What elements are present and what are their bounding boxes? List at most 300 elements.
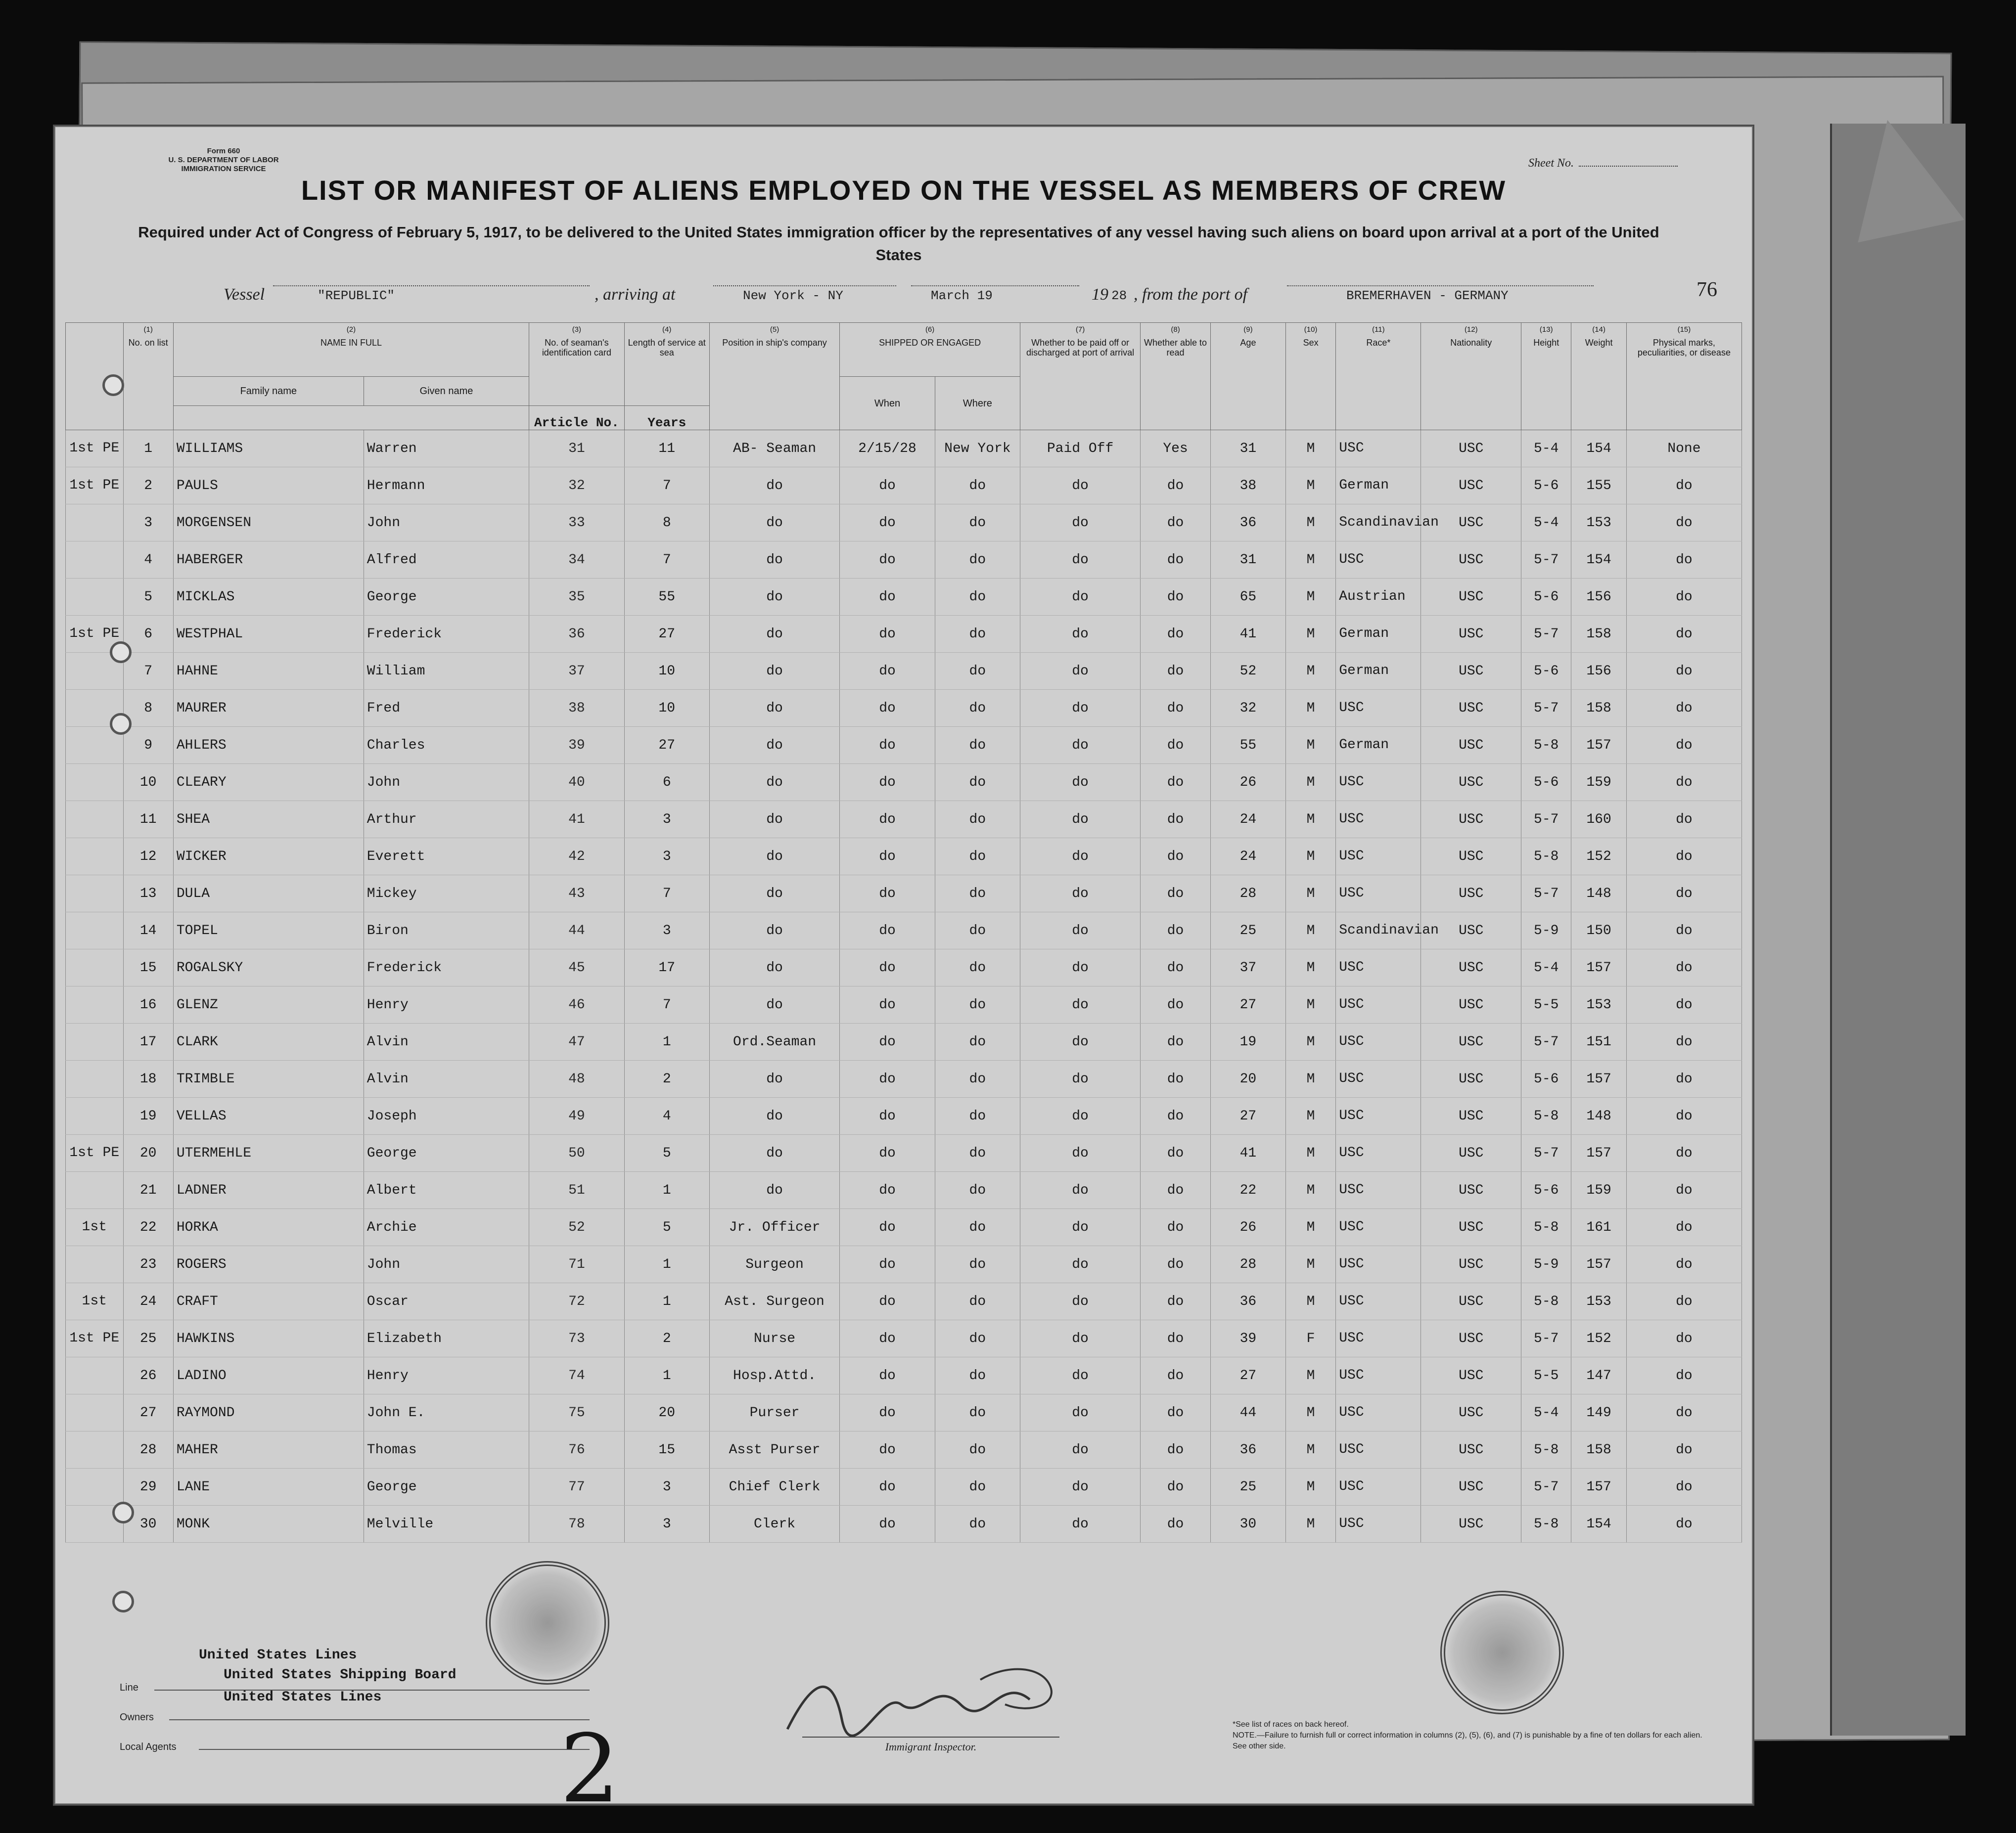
margin-note: 1st PE	[66, 467, 124, 504]
position: do	[709, 616, 839, 653]
height: 5-8	[1521, 1431, 1571, 1469]
article-no-label: Article No.	[529, 406, 624, 430]
race: USC	[1336, 1394, 1421, 1431]
position: do	[709, 1098, 839, 1135]
shipped-when: do	[840, 1209, 935, 1246]
sex: M	[1285, 912, 1335, 949]
years-at-sea: 1	[624, 1357, 709, 1394]
inspector-signature	[773, 1660, 1079, 1744]
family-name: UTERMEHLE	[173, 1135, 364, 1172]
margin-note	[66, 875, 124, 912]
able-to-read: do	[1141, 1283, 1211, 1320]
page-subtitle: Required under Act of Congress of February 5, 1917, to be delivered to the United States immigration officer by the representatives of any vessel having such aliens on board upon arrival at a port of the United States	[138, 224, 1659, 264]
shipped-where: do	[935, 579, 1020, 616]
card-number: 39	[529, 727, 624, 764]
line-value-1: United States Lines	[199, 1648, 357, 1663]
height: 5-6	[1521, 467, 1571, 504]
sex: F	[1285, 1320, 1335, 1357]
given-name: Biron	[364, 912, 529, 949]
sex: M	[1285, 801, 1335, 838]
table-row	[66, 690, 1742, 727]
paid-off: do	[1020, 1246, 1140, 1283]
given-name: Frederick	[364, 949, 529, 986]
crew-table	[65, 322, 1742, 1543]
table-row	[66, 1394, 1742, 1431]
table-row	[66, 579, 1742, 616]
years-at-sea: 17	[624, 949, 709, 986]
position: Purser	[709, 1394, 839, 1431]
nationality: USC	[1421, 504, 1521, 541]
family-name: CRAFT	[173, 1283, 364, 1320]
physical-marks: do	[1626, 1246, 1741, 1283]
position: do	[709, 653, 839, 690]
years-at-sea: 1	[624, 1246, 709, 1283]
age: 36	[1210, 1283, 1285, 1320]
sex: M	[1285, 653, 1335, 690]
table-row	[66, 1357, 1742, 1394]
height: 5-8	[1521, 1283, 1571, 1320]
sex: M	[1285, 764, 1335, 801]
physical-marks: do	[1626, 504, 1741, 541]
physical-marks: do	[1626, 1469, 1741, 1506]
height: 5-6	[1521, 764, 1571, 801]
sex: M	[1285, 1172, 1335, 1209]
position: do	[709, 838, 839, 875]
card-number: 35	[529, 579, 624, 616]
given-name: Joseph	[364, 1098, 529, 1135]
card-number: 33	[529, 504, 624, 541]
given-name: George	[364, 579, 529, 616]
col-weight-header: (14) Weight	[1571, 323, 1626, 430]
family-name: WICKER	[173, 838, 364, 875]
position: do	[709, 875, 839, 912]
position: do	[709, 1172, 839, 1209]
margin-note: 1st	[66, 1283, 124, 1320]
nationality: USC	[1421, 467, 1521, 504]
table-row	[66, 1431, 1742, 1469]
given-name: Oscar	[364, 1283, 529, 1320]
physical-marks: do	[1626, 727, 1741, 764]
shipped-when: do	[840, 579, 935, 616]
years-at-sea: 3	[624, 912, 709, 949]
shipped-when: do	[840, 1394, 935, 1431]
race: USC	[1336, 430, 1421, 467]
shipped-where: do	[935, 1394, 1020, 1431]
position: do	[709, 801, 839, 838]
col-age-header: (9) Age	[1210, 323, 1285, 430]
given-name: Henry	[364, 1357, 529, 1394]
table-row	[66, 467, 1742, 504]
shipped-where: do	[935, 801, 1020, 838]
table-row	[66, 1283, 1742, 1320]
card-number: 42	[529, 838, 624, 875]
family-name: RAYMOND	[173, 1394, 364, 1431]
margin-note: 1st PE	[66, 1135, 124, 1172]
paid-off: do	[1020, 541, 1140, 579]
given-name: John E.	[364, 1394, 529, 1431]
row-number: 24	[123, 1283, 173, 1320]
card-number: 38	[529, 690, 624, 727]
physical-marks: do	[1626, 986, 1741, 1024]
able-to-read: do	[1141, 504, 1211, 541]
shipped-where: do	[935, 1431, 1020, 1469]
footnote-races: *See list of races on back hereof.	[1233, 1720, 1349, 1729]
age: 44	[1210, 1394, 1285, 1431]
weight: 154	[1571, 430, 1626, 467]
age: 24	[1210, 801, 1285, 838]
position: Hosp.Attd.	[709, 1357, 839, 1394]
row-number: 4	[123, 541, 173, 579]
physical-marks: do	[1626, 616, 1741, 653]
years-at-sea: 6	[624, 764, 709, 801]
shipped-where: do	[935, 1246, 1020, 1283]
row-number: 9	[123, 727, 173, 764]
row-number: 11	[123, 801, 173, 838]
col-name-header: (2) NAME IN FULL	[173, 323, 529, 377]
col-shipped-header: (6) SHIPPED OR ENGAGED	[840, 323, 1020, 377]
shipped-when: do	[840, 949, 935, 986]
physical-marks: do	[1626, 1320, 1741, 1357]
physical-marks: do	[1626, 1431, 1741, 1469]
race: USC	[1336, 1469, 1421, 1506]
sex: M	[1285, 1431, 1335, 1469]
position: do	[709, 1061, 839, 1098]
shipped-when: do	[840, 912, 935, 949]
card-number: 36	[529, 616, 624, 653]
paid-off: do	[1020, 616, 1140, 653]
race: USC	[1336, 801, 1421, 838]
height: 5-4	[1521, 430, 1571, 467]
nationality: USC	[1421, 1431, 1521, 1469]
race: USC	[1336, 1209, 1421, 1246]
race: Scandinavian	[1336, 504, 1421, 541]
shipped-where: do	[935, 764, 1020, 801]
family-name: MONK	[173, 1506, 364, 1543]
able-to-read: do	[1141, 653, 1211, 690]
margin-note	[66, 1024, 124, 1061]
given-name: John	[364, 764, 529, 801]
given-name: Warren	[364, 430, 529, 467]
family-name: MORGENSEN	[173, 504, 364, 541]
col-race-header: (11) Race*	[1336, 323, 1421, 430]
position: do	[709, 1135, 839, 1172]
shipped-where: do	[935, 1469, 1020, 1506]
position: do	[709, 541, 839, 579]
arrival-date: March 19	[931, 288, 993, 303]
age: 20	[1210, 1061, 1285, 1098]
weight: 158	[1571, 1431, 1626, 1469]
col-card-header: (3) No. of seaman's identification card	[529, 323, 624, 406]
adjacent-card	[1830, 124, 1966, 1736]
position: Asst Purser	[709, 1431, 839, 1469]
nationality: USC	[1421, 616, 1521, 653]
shipped-where: do	[935, 1135, 1020, 1172]
years-at-sea: 4	[624, 1098, 709, 1135]
shipped-where: do	[935, 875, 1020, 912]
card-number: 78	[529, 1506, 624, 1543]
shipped-when: do	[840, 1246, 935, 1283]
page-title: LIST OR MANIFEST OF ALIENS EMPLOYED ON THE VESSEL AS MEMBERS OF CREW	[301, 175, 1507, 206]
race: USC	[1336, 764, 1421, 801]
able-to-read: do	[1141, 1135, 1211, 1172]
sex: M	[1285, 430, 1335, 467]
margin-note: 1st PE	[66, 1320, 124, 1357]
row-number: 19	[123, 1098, 173, 1135]
age: 26	[1210, 1209, 1285, 1246]
shipped-when: do	[840, 1320, 935, 1357]
sex: M	[1285, 1394, 1335, 1431]
card-number: 75	[529, 1394, 624, 1431]
family-name: WESTPHAL	[173, 616, 364, 653]
margin-note	[66, 986, 124, 1024]
race: USC	[1336, 1506, 1421, 1543]
margin-note: 1st	[66, 1209, 124, 1246]
binder-hole	[110, 713, 132, 735]
footnote	[1233, 1719, 1717, 1752]
shipped-where: do	[935, 1320, 1020, 1357]
shipped-where: do	[935, 653, 1020, 690]
sex: M	[1285, 1024, 1335, 1061]
shipped-where: do	[935, 1506, 1020, 1543]
shipped-when: do	[840, 727, 935, 764]
weight: 157	[1571, 1246, 1626, 1283]
row-number: 5	[123, 579, 173, 616]
nationality: USC	[1421, 1320, 1521, 1357]
paid-off: do	[1020, 1283, 1140, 1320]
sex: M	[1285, 986, 1335, 1024]
vessel-line	[224, 285, 1707, 310]
able-to-read: do	[1141, 1024, 1211, 1061]
col-years-header: (4) Length of service at sea	[624, 323, 709, 406]
margin-note	[66, 801, 124, 838]
height: 5-7	[1521, 1469, 1571, 1506]
paid-off: do	[1020, 1357, 1140, 1394]
official-seal	[1440, 1591, 1564, 1714]
table-row	[66, 986, 1742, 1024]
given-name: John	[364, 504, 529, 541]
shipped-when: do	[840, 1469, 935, 1506]
height: 5-8	[1521, 838, 1571, 875]
card-number: 43	[529, 875, 624, 912]
row-number: 6	[123, 616, 173, 653]
shipped-when: do	[840, 1506, 935, 1543]
height: 5-7	[1521, 1024, 1571, 1061]
years-at-sea: 10	[624, 690, 709, 727]
weight: 148	[1571, 875, 1626, 912]
position: do	[709, 690, 839, 727]
table-row	[66, 875, 1742, 912]
given-name: Henry	[364, 986, 529, 1024]
row-number: 2	[123, 467, 173, 504]
given-name: Fred	[364, 690, 529, 727]
able-to-read: do	[1141, 764, 1211, 801]
years-at-sea: 10	[624, 653, 709, 690]
when-header: When	[840, 377, 935, 430]
physical-marks: do	[1626, 1209, 1741, 1246]
paid-off: do	[1020, 875, 1140, 912]
race: USC	[1336, 690, 1421, 727]
height: 5-9	[1521, 1246, 1571, 1283]
physical-marks: None	[1626, 430, 1741, 467]
years-label: Years	[624, 406, 709, 430]
able-to-read: do	[1141, 1469, 1211, 1506]
able-to-read: do	[1141, 1320, 1211, 1357]
row-number: 7	[123, 653, 173, 690]
position: Clerk	[709, 1506, 839, 1543]
shipped-when: do	[840, 541, 935, 579]
age: 32	[1210, 690, 1285, 727]
position: Jr. Officer	[709, 1209, 839, 1246]
card-number: 34	[529, 541, 624, 579]
able-to-read: do	[1141, 1431, 1211, 1469]
height: 5-7	[1521, 690, 1571, 727]
row-number: 3	[123, 504, 173, 541]
weight: 160	[1571, 801, 1626, 838]
weight: 154	[1571, 541, 1626, 579]
family-name: ROGALSKY	[173, 949, 364, 986]
shipped-when: do	[840, 875, 935, 912]
margin-note	[66, 764, 124, 801]
age: 28	[1210, 875, 1285, 912]
weight: 154	[1571, 1506, 1626, 1543]
nationality: USC	[1421, 1506, 1521, 1543]
able-to-read: do	[1141, 1394, 1211, 1431]
given-name: Thomas	[364, 1431, 529, 1469]
height: 5-8	[1521, 727, 1571, 764]
weight: 153	[1571, 986, 1626, 1024]
family-name: VELLAS	[173, 1098, 364, 1135]
card-number: 52	[529, 1209, 624, 1246]
physical-marks: do	[1626, 912, 1741, 949]
position: do	[709, 912, 839, 949]
page-number: 76	[1696, 278, 1717, 301]
table-row	[66, 727, 1742, 764]
physical-marks: do	[1626, 1506, 1741, 1543]
position: do	[709, 727, 839, 764]
able-to-read: do	[1141, 986, 1211, 1024]
years-at-sea: 8	[624, 504, 709, 541]
race: USC	[1336, 986, 1421, 1024]
sex: M	[1285, 1283, 1335, 1320]
nationality: USC	[1421, 1357, 1521, 1394]
years-at-sea: 5	[624, 1135, 709, 1172]
shipped-when: do	[840, 1172, 935, 1209]
nationality: USC	[1421, 1209, 1521, 1246]
age: 27	[1210, 1098, 1285, 1135]
sex: M	[1285, 838, 1335, 875]
age: 19	[1210, 1024, 1285, 1061]
owners-value: United States Lines	[224, 1690, 382, 1705]
able-to-read: do	[1141, 616, 1211, 653]
years-at-sea: 7	[624, 875, 709, 912]
nationality: USC	[1421, 690, 1521, 727]
paid-off: do	[1020, 764, 1140, 801]
weight: 157	[1571, 949, 1626, 986]
years-at-sea: 1	[624, 1283, 709, 1320]
age: 41	[1210, 616, 1285, 653]
sex: M	[1285, 1246, 1335, 1283]
inspector-label: Immigrant Inspector.	[802, 1737, 1059, 1753]
family-name: TOPEL	[173, 912, 364, 949]
weight: 148	[1571, 1098, 1626, 1135]
weight: 153	[1571, 1283, 1626, 1320]
paid-off: do	[1020, 986, 1140, 1024]
weight: 159	[1571, 1172, 1626, 1209]
shipped-when: do	[840, 1135, 935, 1172]
sheet-number	[1528, 157, 1678, 170]
row-number: 22	[123, 1209, 173, 1246]
card-number: 40	[529, 764, 624, 801]
row-number: 27	[123, 1394, 173, 1431]
position: do	[709, 986, 839, 1024]
race: USC	[1336, 1431, 1421, 1469]
table-row	[66, 838, 1742, 875]
sex: M	[1285, 1098, 1335, 1135]
table-row	[66, 949, 1742, 986]
given-name: Frederick	[364, 616, 529, 653]
shipped-when: do	[840, 616, 935, 653]
given-name: Charles	[364, 727, 529, 764]
age: 38	[1210, 467, 1285, 504]
race: USC	[1336, 875, 1421, 912]
margin-note	[66, 949, 124, 986]
col-marks-header: (15) Physical marks, peculiarities, or disease	[1626, 323, 1741, 430]
weight: 157	[1571, 727, 1626, 764]
years-at-sea: 27	[624, 616, 709, 653]
given-name: Alfred	[364, 541, 529, 579]
table-row	[66, 1024, 1742, 1061]
margin-note	[66, 1431, 124, 1469]
years-at-sea: 3	[624, 838, 709, 875]
race: Scandinavian	[1336, 912, 1421, 949]
sex: M	[1285, 1357, 1335, 1394]
race: German	[1336, 616, 1421, 653]
row-number: 28	[123, 1431, 173, 1469]
age: 25	[1210, 912, 1285, 949]
height: 5-6	[1521, 1061, 1571, 1098]
owners-label: Owners	[120, 1712, 154, 1723]
card-number: 71	[529, 1246, 624, 1283]
shipped-where: do	[935, 1172, 1020, 1209]
able-to-read: do	[1141, 727, 1211, 764]
sex: M	[1285, 1209, 1335, 1246]
age: 25	[1210, 1469, 1285, 1506]
weight: 152	[1571, 838, 1626, 875]
card-number: 77	[529, 1469, 624, 1506]
header-row	[66, 323, 1742, 377]
physical-marks: do	[1626, 653, 1741, 690]
race: German	[1336, 727, 1421, 764]
binder-hole	[112, 1502, 134, 1523]
sex: M	[1285, 541, 1335, 579]
weight: 152	[1571, 1320, 1626, 1357]
physical-marks: do	[1626, 541, 1741, 579]
given-name: Hermann	[364, 467, 529, 504]
physical-marks: do	[1626, 1283, 1741, 1320]
physical-marks: do	[1626, 579, 1741, 616]
years-at-sea: 55	[624, 579, 709, 616]
vessel-label: Vessel	[224, 285, 265, 304]
years-at-sea: 1	[624, 1024, 709, 1061]
height: 5-6	[1521, 579, 1571, 616]
years-at-sea: 7	[624, 467, 709, 504]
age: 39	[1210, 1320, 1285, 1357]
given-name: Alvin	[364, 1024, 529, 1061]
physical-marks: do	[1626, 1135, 1741, 1172]
shipped-where: do	[935, 1357, 1020, 1394]
shipped-when: do	[840, 1283, 935, 1320]
family-name: MICKLAS	[173, 579, 364, 616]
